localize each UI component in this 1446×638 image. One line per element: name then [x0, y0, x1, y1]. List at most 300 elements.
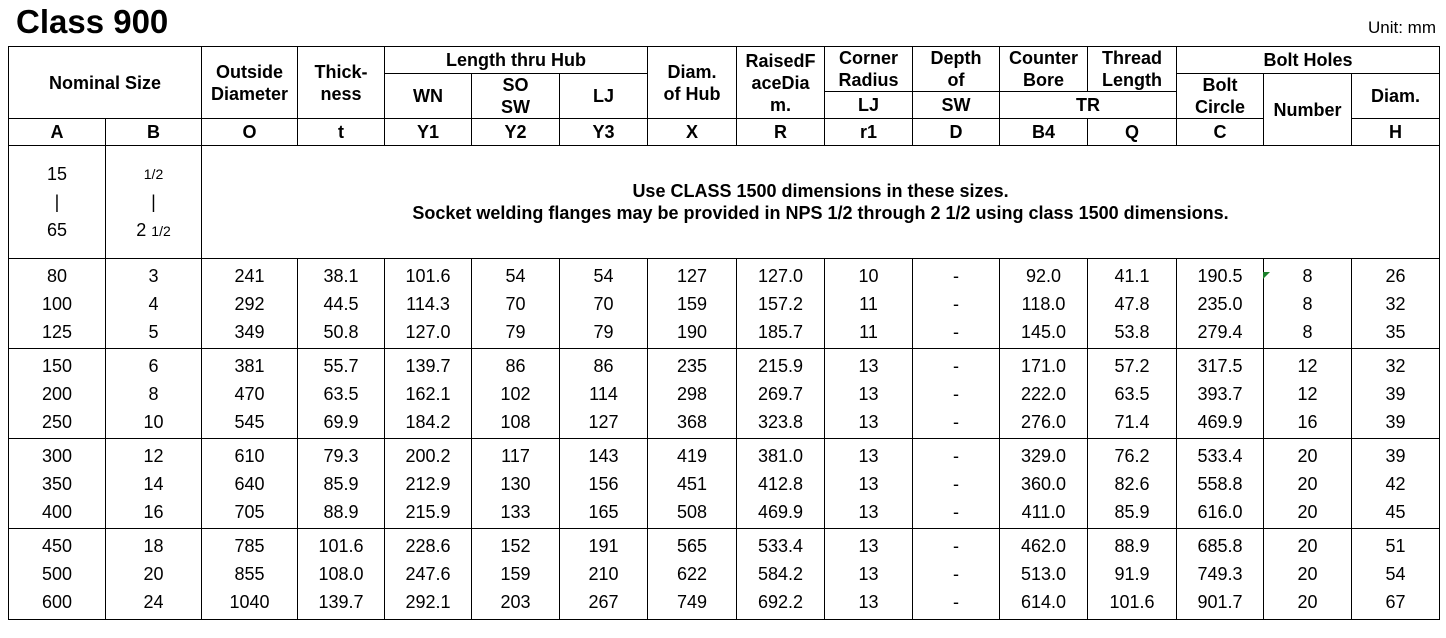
table-cell[interactable]: [737, 529, 825, 620]
header-depth-sw: SW: [913, 92, 1000, 119]
cell-value: 212.9: [405, 473, 451, 494]
cell-value: 13: [858, 473, 879, 494]
cell-value: -: [953, 411, 960, 432]
cell-value: 190: [676, 321, 708, 342]
table-cell[interactable]: [1000, 349, 1088, 439]
cell-value: 545: [234, 411, 265, 432]
cell-value: 16: [143, 501, 164, 522]
cell-value: 393.7: [1197, 383, 1243, 404]
cell-value: 292: [234, 293, 265, 314]
cell-value: 127: [676, 265, 708, 286]
cell-value: 222.0: [1020, 383, 1067, 404]
table-row-group: [9, 529, 1440, 620]
cell-value: 18: [143, 536, 164, 556]
cell-value: 35: [1385, 321, 1406, 342]
table-cell[interactable]: [385, 439, 472, 529]
cell-value: 63.5: [323, 383, 359, 404]
cell-value: 24: [143, 592, 164, 612]
symbol-cell: B: [106, 119, 202, 146]
cell-value: 86: [505, 355, 526, 376]
cell-value: 228.6: [405, 536, 451, 556]
cell-value: 184.2: [405, 411, 451, 432]
cell-value: 79: [593, 321, 614, 342]
table-cell[interactable]: [1352, 349, 1440, 439]
table-cell[interactable]: [298, 259, 385, 349]
cell-value: 10: [858, 265, 879, 286]
table-cell[interactable]: [298, 529, 385, 620]
cell-value: 41.1: [1114, 265, 1150, 286]
header-length-thru-hub: Length thru Hub: [385, 47, 648, 74]
cell-value: 329.0: [1020, 445, 1067, 466]
cell-value: 39: [1385, 411, 1406, 432]
table-cell[interactable]: [472, 349, 560, 439]
cell-value: 508: [676, 501, 708, 522]
table-cell[interactable]: [202, 259, 298, 349]
flange-dimension-table: [8, 46, 1440, 620]
cell-value: 250: [41, 411, 73, 432]
cell-value: 5: [148, 321, 159, 342]
cell-value: 67: [1385, 592, 1406, 612]
cell-value: 47.8: [1114, 293, 1150, 314]
table-row-group: [9, 439, 1440, 529]
header-thickness: Thick- ness: [298, 47, 385, 119]
cell-value: 8: [1302, 265, 1313, 286]
cell-value: 185.7: [757, 321, 804, 342]
table-cell[interactable]: [202, 529, 298, 620]
cell-value: 85.9: [323, 473, 359, 494]
cell-value: 4: [148, 293, 159, 314]
cell-value: -: [953, 501, 960, 522]
cell-value: 13: [858, 445, 879, 466]
table-cell[interactable]: [648, 439, 737, 529]
table-cell[interactable]: [1264, 439, 1352, 529]
cell-value: 203: [500, 592, 531, 612]
cell-value: 127.0: [757, 265, 804, 286]
table-row-group: [9, 349, 1440, 439]
table-cell[interactable]: [1264, 259, 1352, 349]
cell-value: 600: [41, 592, 73, 612]
table-cell[interactable]: [1177, 439, 1264, 529]
symbol-cell: D: [913, 119, 1000, 146]
table-cell[interactable]: [1352, 439, 1440, 529]
header-tr: TR: [1000, 92, 1177, 119]
table-cell[interactable]: [737, 349, 825, 439]
table-cell[interactable]: [1352, 529, 1440, 620]
cell-value: 419: [676, 445, 708, 466]
cell-value: 55.7: [323, 355, 359, 376]
table-cell[interactable]: [1177, 529, 1264, 620]
cell-value: 88.9: [323, 501, 359, 522]
cell-value: 13: [858, 411, 879, 432]
cell-value: 76.2: [1114, 445, 1150, 466]
cell-value: 92.0: [1025, 265, 1062, 286]
cell-value: 16: [1297, 411, 1318, 432]
cell-value: 79: [505, 321, 526, 342]
cell-value: 159: [500, 564, 531, 584]
cell-value: 39: [1385, 383, 1406, 404]
cell-value: 13: [858, 592, 879, 612]
cell-value: 12: [143, 445, 164, 466]
header-wn: WN: [385, 74, 472, 119]
symbol-cell: Y2: [472, 119, 560, 146]
table-cell[interactable]: [298, 349, 385, 439]
table-cell[interactable]: [737, 439, 825, 529]
header-diam: Diam.: [1352, 74, 1440, 119]
cell-value: -: [953, 473, 960, 494]
symbol-cell: Q: [1088, 119, 1177, 146]
cell-value: 616.0: [1197, 501, 1243, 522]
cell-value: 162.1: [405, 383, 451, 404]
cell-value: 215.9: [757, 355, 804, 376]
table-cell[interactable]: [385, 529, 472, 620]
cell-value: 102: [500, 383, 531, 404]
cell-value: 13: [858, 355, 879, 376]
cell-value: -: [953, 265, 960, 286]
table-cell[interactable]: [648, 349, 737, 439]
cell-value: 118.0: [1021, 293, 1066, 314]
cell-value: 91.9: [1114, 564, 1150, 584]
cell-value: 451: [676, 473, 708, 494]
table-cell[interactable]: [106, 439, 202, 529]
header-thread-length: Thread Length: [1088, 47, 1177, 92]
cell-value: 108.0: [318, 564, 364, 584]
header-number: Number: [1264, 74, 1352, 146]
cell-value: 241: [234, 265, 265, 286]
table-cell[interactable]: [737, 259, 825, 349]
table-cell[interactable]: [9, 349, 106, 439]
cell-value: 71.4: [1114, 411, 1150, 432]
table-cell[interactable]: [1088, 349, 1177, 439]
header-diam-of-hub: Diam. of Hub: [648, 47, 737, 119]
header-corner-radius-lj: LJ: [825, 92, 913, 119]
cell-value: 114.3: [406, 293, 450, 314]
cell-value: 901.7: [1197, 592, 1243, 612]
cell-value: 20: [1297, 564, 1318, 584]
cell-value: 381: [234, 355, 265, 376]
cell-value: 500: [41, 564, 73, 584]
cell-value: 13: [858, 536, 879, 556]
cell-value: 20: [1297, 536, 1318, 556]
cell-value: 317.5: [1197, 355, 1243, 376]
cell-value: 20: [1297, 592, 1318, 612]
cell-value: 139.7: [405, 355, 451, 376]
table-cell[interactable]: [472, 439, 560, 529]
symbol-cell: Y3: [560, 119, 648, 146]
small-size-b-range: 1/2 | 2 1/2: [106, 146, 202, 259]
cell-value: 470: [234, 383, 265, 404]
symbol-cell: B4: [1000, 119, 1088, 146]
cell-value: 692.2: [757, 592, 804, 612]
header-corner-radius: Corner Radius: [825, 47, 913, 92]
table-cell[interactable]: [9, 259, 106, 349]
table-cell[interactable]: [560, 259, 648, 349]
table-cell[interactable]: [106, 529, 202, 620]
cell-value: 323.8: [757, 411, 804, 432]
cell-value: 143: [588, 445, 619, 466]
cell-value: 533.4: [757, 536, 804, 556]
table-cell[interactable]: [1088, 439, 1177, 529]
cell-value: 215.9: [405, 501, 451, 522]
cell-value: 11: [859, 321, 878, 342]
header-bolt-holes: Bolt Holes: [1177, 47, 1440, 74]
cell-value: 101.6: [318, 536, 364, 556]
table-cell[interactable]: [472, 529, 560, 620]
cell-value: 82.6: [1114, 473, 1150, 494]
table-cell[interactable]: [202, 439, 298, 529]
cell-value: 1040: [229, 592, 270, 612]
cell-value: 54: [593, 265, 614, 286]
table-cell[interactable]: [1088, 259, 1177, 349]
table-cell[interactable]: [385, 259, 472, 349]
cell-value: 10: [143, 411, 164, 432]
cell-value: 13: [858, 501, 879, 522]
cell-value: 462.0: [1020, 536, 1067, 556]
table-cell[interactable]: [1264, 349, 1352, 439]
cell-value: 279.4: [1197, 321, 1243, 342]
small-size-a-range: 15 | 65: [9, 146, 106, 259]
cell-value: -: [953, 355, 960, 376]
unit-label: Unit: mm: [1368, 18, 1436, 37]
table-cell[interactable]: [1177, 349, 1264, 439]
cell-value: 54: [1385, 564, 1406, 584]
table-cell[interactable]: [825, 259, 913, 349]
cell-value: 298: [676, 383, 708, 404]
cell-value: 400: [41, 501, 73, 522]
table-cell[interactable]: [106, 349, 202, 439]
cell-value: 292.1: [405, 592, 451, 612]
cell-value: 349: [234, 321, 265, 342]
cell-value: 20: [143, 564, 164, 584]
cell-value: 57.2: [1114, 355, 1150, 376]
header-depth-of: Depth of: [913, 47, 1000, 92]
cell-value: 469.9: [1197, 411, 1243, 432]
cell-value: 513.0: [1020, 564, 1067, 584]
cell-value: 360.0: [1020, 473, 1067, 494]
comment-marker-icon: [1263, 272, 1270, 279]
cell-value: -: [953, 592, 960, 612]
cell-value: 125: [41, 321, 73, 342]
cell-value: 156: [588, 473, 619, 494]
cell-value: 86: [593, 355, 614, 376]
cell-value: 171.0: [1020, 355, 1067, 376]
cell-value: 855: [234, 564, 265, 584]
table-cell[interactable]: [1000, 529, 1088, 620]
symbol-cell: C: [1177, 119, 1264, 146]
cell-value: 191: [588, 536, 619, 556]
symbol-cell: r1: [825, 119, 913, 146]
cell-value: 70: [505, 293, 526, 314]
table-cell[interactable]: [9, 529, 106, 620]
cell-value: 150: [41, 355, 73, 376]
table-cell[interactable]: [560, 349, 648, 439]
table-cell[interactable]: [202, 349, 298, 439]
cell-value: 54: [505, 265, 526, 286]
symbol-cell: R: [737, 119, 825, 146]
header-counter-bore: Counter Bore: [1000, 47, 1088, 92]
cell-value: 50.8: [323, 321, 359, 342]
cell-value: 159: [676, 293, 708, 314]
cell-value: 100: [41, 293, 73, 314]
table-cell[interactable]: [913, 259, 1000, 349]
cell-value: 705: [234, 501, 265, 522]
cell-value: 69.9: [323, 411, 359, 432]
cell-value: 190.5: [1197, 265, 1243, 286]
cell-value: 8: [148, 383, 159, 404]
table-cell[interactable]: [560, 529, 648, 620]
cell-value: 88.9: [1114, 536, 1150, 556]
header-nominal-size: Nominal Size: [9, 47, 202, 119]
table-cell[interactable]: [825, 439, 913, 529]
cell-value: 70: [593, 293, 614, 314]
cell-value: 13: [858, 564, 879, 584]
cell-value: 85.9: [1114, 501, 1150, 522]
cell-value: 614.0: [1020, 592, 1067, 612]
cell-value: -: [953, 445, 960, 466]
cell-value: 63.5: [1114, 383, 1150, 404]
cell-value: 51: [1385, 536, 1406, 556]
symbol-cell: Y1: [385, 119, 472, 146]
symbol-cell: X: [648, 119, 737, 146]
table-cell[interactable]: [1352, 259, 1440, 349]
symbol-cell: H: [1352, 119, 1440, 146]
cell-value: 117: [501, 445, 530, 466]
cell-value: 350: [41, 473, 73, 494]
cell-value: 13: [858, 383, 879, 404]
table-cell[interactable]: [1177, 259, 1264, 349]
table-cell[interactable]: [1088, 529, 1177, 620]
cell-value: 300: [41, 445, 73, 466]
table-row-group: [9, 259, 1440, 349]
table-cell[interactable]: [1000, 259, 1088, 349]
cell-value: 749.3: [1197, 564, 1243, 584]
cell-value: 32: [1385, 355, 1406, 376]
cell-value: 749: [676, 592, 708, 612]
cell-value: 108: [500, 411, 531, 432]
cell-value: -: [953, 293, 960, 314]
cell-value: 565: [676, 536, 708, 556]
symbol-cell: A: [9, 119, 106, 146]
cell-value: 685.8: [1197, 536, 1243, 556]
page-title: Class 900: [16, 3, 169, 40]
cell-value: 381.0: [757, 445, 804, 466]
cell-value: 3: [148, 265, 159, 286]
cell-value: 12: [1297, 355, 1318, 376]
header-so-sw: SO SW: [472, 74, 560, 119]
cell-value: 11: [859, 293, 878, 314]
cell-value: 210: [588, 564, 619, 584]
cell-value: 44.5: [323, 293, 359, 314]
table-cell[interactable]: [648, 529, 737, 620]
cell-value: 368: [676, 411, 708, 432]
cell-value: -: [953, 321, 960, 342]
cell-value: 640: [234, 473, 265, 494]
class-1500-note: Use CLASS 1500 dimensions in these sizes. Socket welding flanges may be provided in NPS 1/2 through 2 1/2 using class 1500 dimensions.: [202, 146, 1440, 259]
cell-value: 200: [41, 383, 73, 404]
table-cell[interactable]: [106, 259, 202, 349]
cell-value: 101.6: [405, 265, 451, 286]
cell-value: 53.8: [1114, 321, 1150, 342]
cell-value: 12: [1297, 383, 1318, 404]
cell-value: 533.4: [1197, 445, 1243, 466]
cell-value: 20: [1297, 501, 1318, 522]
cell-value: 20: [1297, 473, 1318, 494]
cell-value: 127.0: [405, 321, 451, 342]
cell-value: 610: [234, 445, 265, 466]
cell-value: 235.0: [1197, 293, 1243, 314]
cell-value: 6: [148, 355, 159, 376]
table-cell[interactable]: [913, 349, 1000, 439]
cell-value: 269.7: [757, 383, 804, 404]
cell-value: 14: [143, 473, 164, 494]
table-body: [9, 259, 1440, 620]
cell-value: 38.1: [323, 265, 359, 286]
table-cell[interactable]: [1264, 529, 1352, 620]
cell-value: 558.8: [1197, 473, 1243, 494]
cell-value: 32: [1385, 293, 1406, 314]
cell-value: 20: [1297, 445, 1318, 466]
header-bolt-circle: Bolt Circle: [1177, 74, 1264, 119]
cell-value: 45: [1385, 501, 1406, 522]
table-cell[interactable]: [913, 439, 1000, 529]
cell-value: 127: [588, 411, 619, 432]
header-outside-diameter: Outside Diameter: [202, 47, 298, 119]
table-cell[interactable]: [385, 349, 472, 439]
cell-value: 114: [589, 383, 618, 404]
cell-value: 39: [1385, 445, 1406, 466]
cell-value: 145.0: [1020, 321, 1067, 342]
cell-value: -: [953, 383, 960, 404]
cell-value: 200.2: [405, 445, 451, 466]
cell-value: 79.3: [323, 445, 359, 466]
cell-value: 130: [500, 473, 531, 494]
cell-value: 622: [676, 564, 708, 584]
header-lj: LJ: [560, 74, 648, 119]
cell-value: -: [953, 564, 960, 584]
table-cell[interactable]: [825, 349, 913, 439]
cell-value: 450: [41, 536, 73, 556]
cell-value: 8: [1302, 293, 1313, 314]
cell-value: 247.6: [405, 564, 451, 584]
cell-value: 26: [1385, 265, 1406, 286]
table-cell[interactable]: [9, 439, 106, 529]
cell-value: 165: [588, 501, 619, 522]
table-cell[interactable]: [560, 439, 648, 529]
table-cell[interactable]: [825, 529, 913, 620]
cell-value: 157.2: [757, 293, 804, 314]
table-cell[interactable]: [472, 259, 560, 349]
cell-value: -: [953, 536, 960, 556]
cell-value: 80: [46, 265, 68, 286]
cell-value: 139.7: [318, 592, 364, 612]
cell-value: 276.0: [1020, 411, 1067, 432]
table-cell[interactable]: [298, 439, 385, 529]
symbol-cell: t: [298, 119, 385, 146]
cell-value: 469.9: [757, 501, 804, 522]
cell-value: 411.0: [1021, 501, 1066, 522]
cell-value: 785: [234, 536, 265, 556]
cell-value: 101.6: [1109, 592, 1155, 612]
table-cell[interactable]: [1000, 439, 1088, 529]
cell-value: 42: [1385, 473, 1406, 494]
cell-value: 8: [1302, 321, 1313, 342]
cell-value: 412.8: [757, 473, 804, 494]
cell-value: 133: [500, 501, 531, 522]
header-raised-face-diam: RaisedF aceDia m.: [737, 47, 825, 119]
cell-value: 267: [588, 592, 619, 612]
cell-value: 152: [500, 536, 531, 556]
table-cell[interactable]: [648, 259, 737, 349]
table-cell[interactable]: [913, 529, 1000, 620]
